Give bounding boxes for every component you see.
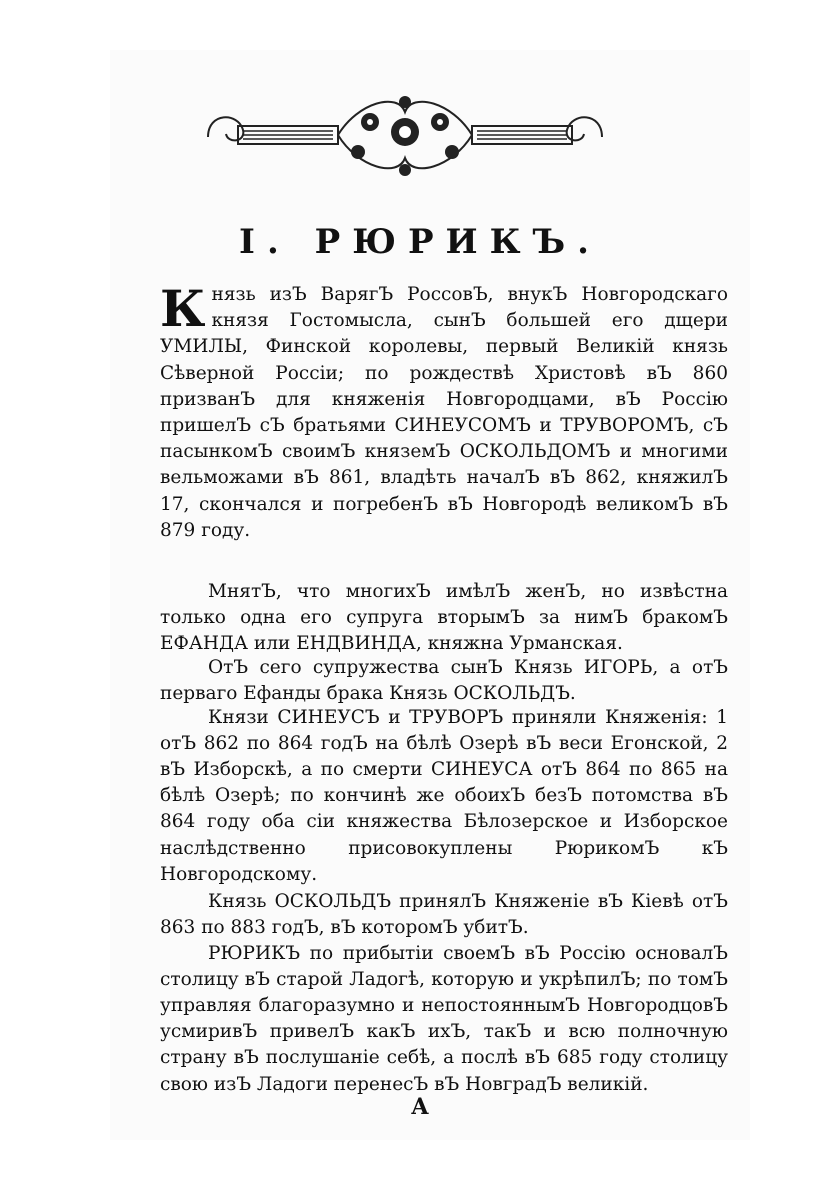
paragraph-1-text: нязь изЪ ВарягЪ РоссовЪ, внукЪ Новгородскаго князя Гостомысла, сынЪ большей его дщери УМИЛЫ, Финской королевы, первый Великій князь Сѣверной Россіи; по рождествѣ Христовѣ вЪ 860 призванЪ для княженія Новгородцами, вЪ Россію пришелЪ сЪ братьями СИНЕУСОМЪ и ТРУВОРОМЪ, сЪ пасынкомЪ своимЪ княземЪ ОСКОЛЬДОМЪ и многими вельможами вЪ 861, владѣть началЪ вЪ 862, княжилЪ 17, скончался и погребенЪ вЪ Новгородѣ великомЪ вЪ 879 году. bbox=[160, 284, 728, 541]
paragraph-4: Князи СИНЕУСЪ и ТРУВОРЪ приняли Княженія: 1 отЪ 862 по 864 годЪ на бѣлѣ Озерѣ вЪ веси Егонской, 2 вЪ Изборскѣ, а по смерти СИНЕУСА отЪ 864 по 865 на бѣлѣ Озерѣ; по кончинѣ же обоихЪ безЪ потомства вЪ 864 году оба сіи княжества Бѣлозерское и Изборское наслѣдственно присовокуплены РюрикомЪ кЪ Новгородскому. bbox=[160, 706, 728, 885]
chapter-title: I. РЮРИКЪ. bbox=[239, 222, 601, 262]
paragraph-1 bbox=[160, 279, 728, 544]
floral-ornament-icon bbox=[198, 82, 612, 194]
paragraph-6: РЮРИКЪ по прибытіи своемЪ вЪ Россію основалЪ столицу вЪ старой Ладогѣ, которую и укрѣпилЪ; по томЪ управляя благоразумно и непостояннымЪ НовгородцовЪ усмиривЪ привелЪ какЪ ихЪ, такЪ и всю полночную страну вЪ послушаніе себѣ, а послѣ вЪ 685 году столицу свою изЪ Ладоги перенесЪ вЪ НовградЪ великій. bbox=[160, 942, 728, 1095]
paragraph-2: МнятЪ, что многихЪ имѣлЪ женЪ, но извѣстна только одна его супруга вторымЪ за нимЪ бракомЪ ЕФАНДА или ЕНДВИНДА, княжна Урманская. bbox=[160, 580, 728, 654]
paragraph-3: ОтЪ сего супружества сынЪ Князь ИГОРЬ, а отЪ перваго Ефанды брака Князь ОСКОЛЬДЪ. bbox=[160, 656, 728, 704]
drop-cap: К bbox=[160, 279, 206, 338]
paragraph-5: Князь ОСКОЛЬДЪ принялЪ Княженіе вЪ Кіевѣ отЪ 863 по 883 годЪ, вЪ которомЪ убитЪ. bbox=[160, 890, 728, 938]
signature-mark: А bbox=[411, 1094, 429, 1120]
